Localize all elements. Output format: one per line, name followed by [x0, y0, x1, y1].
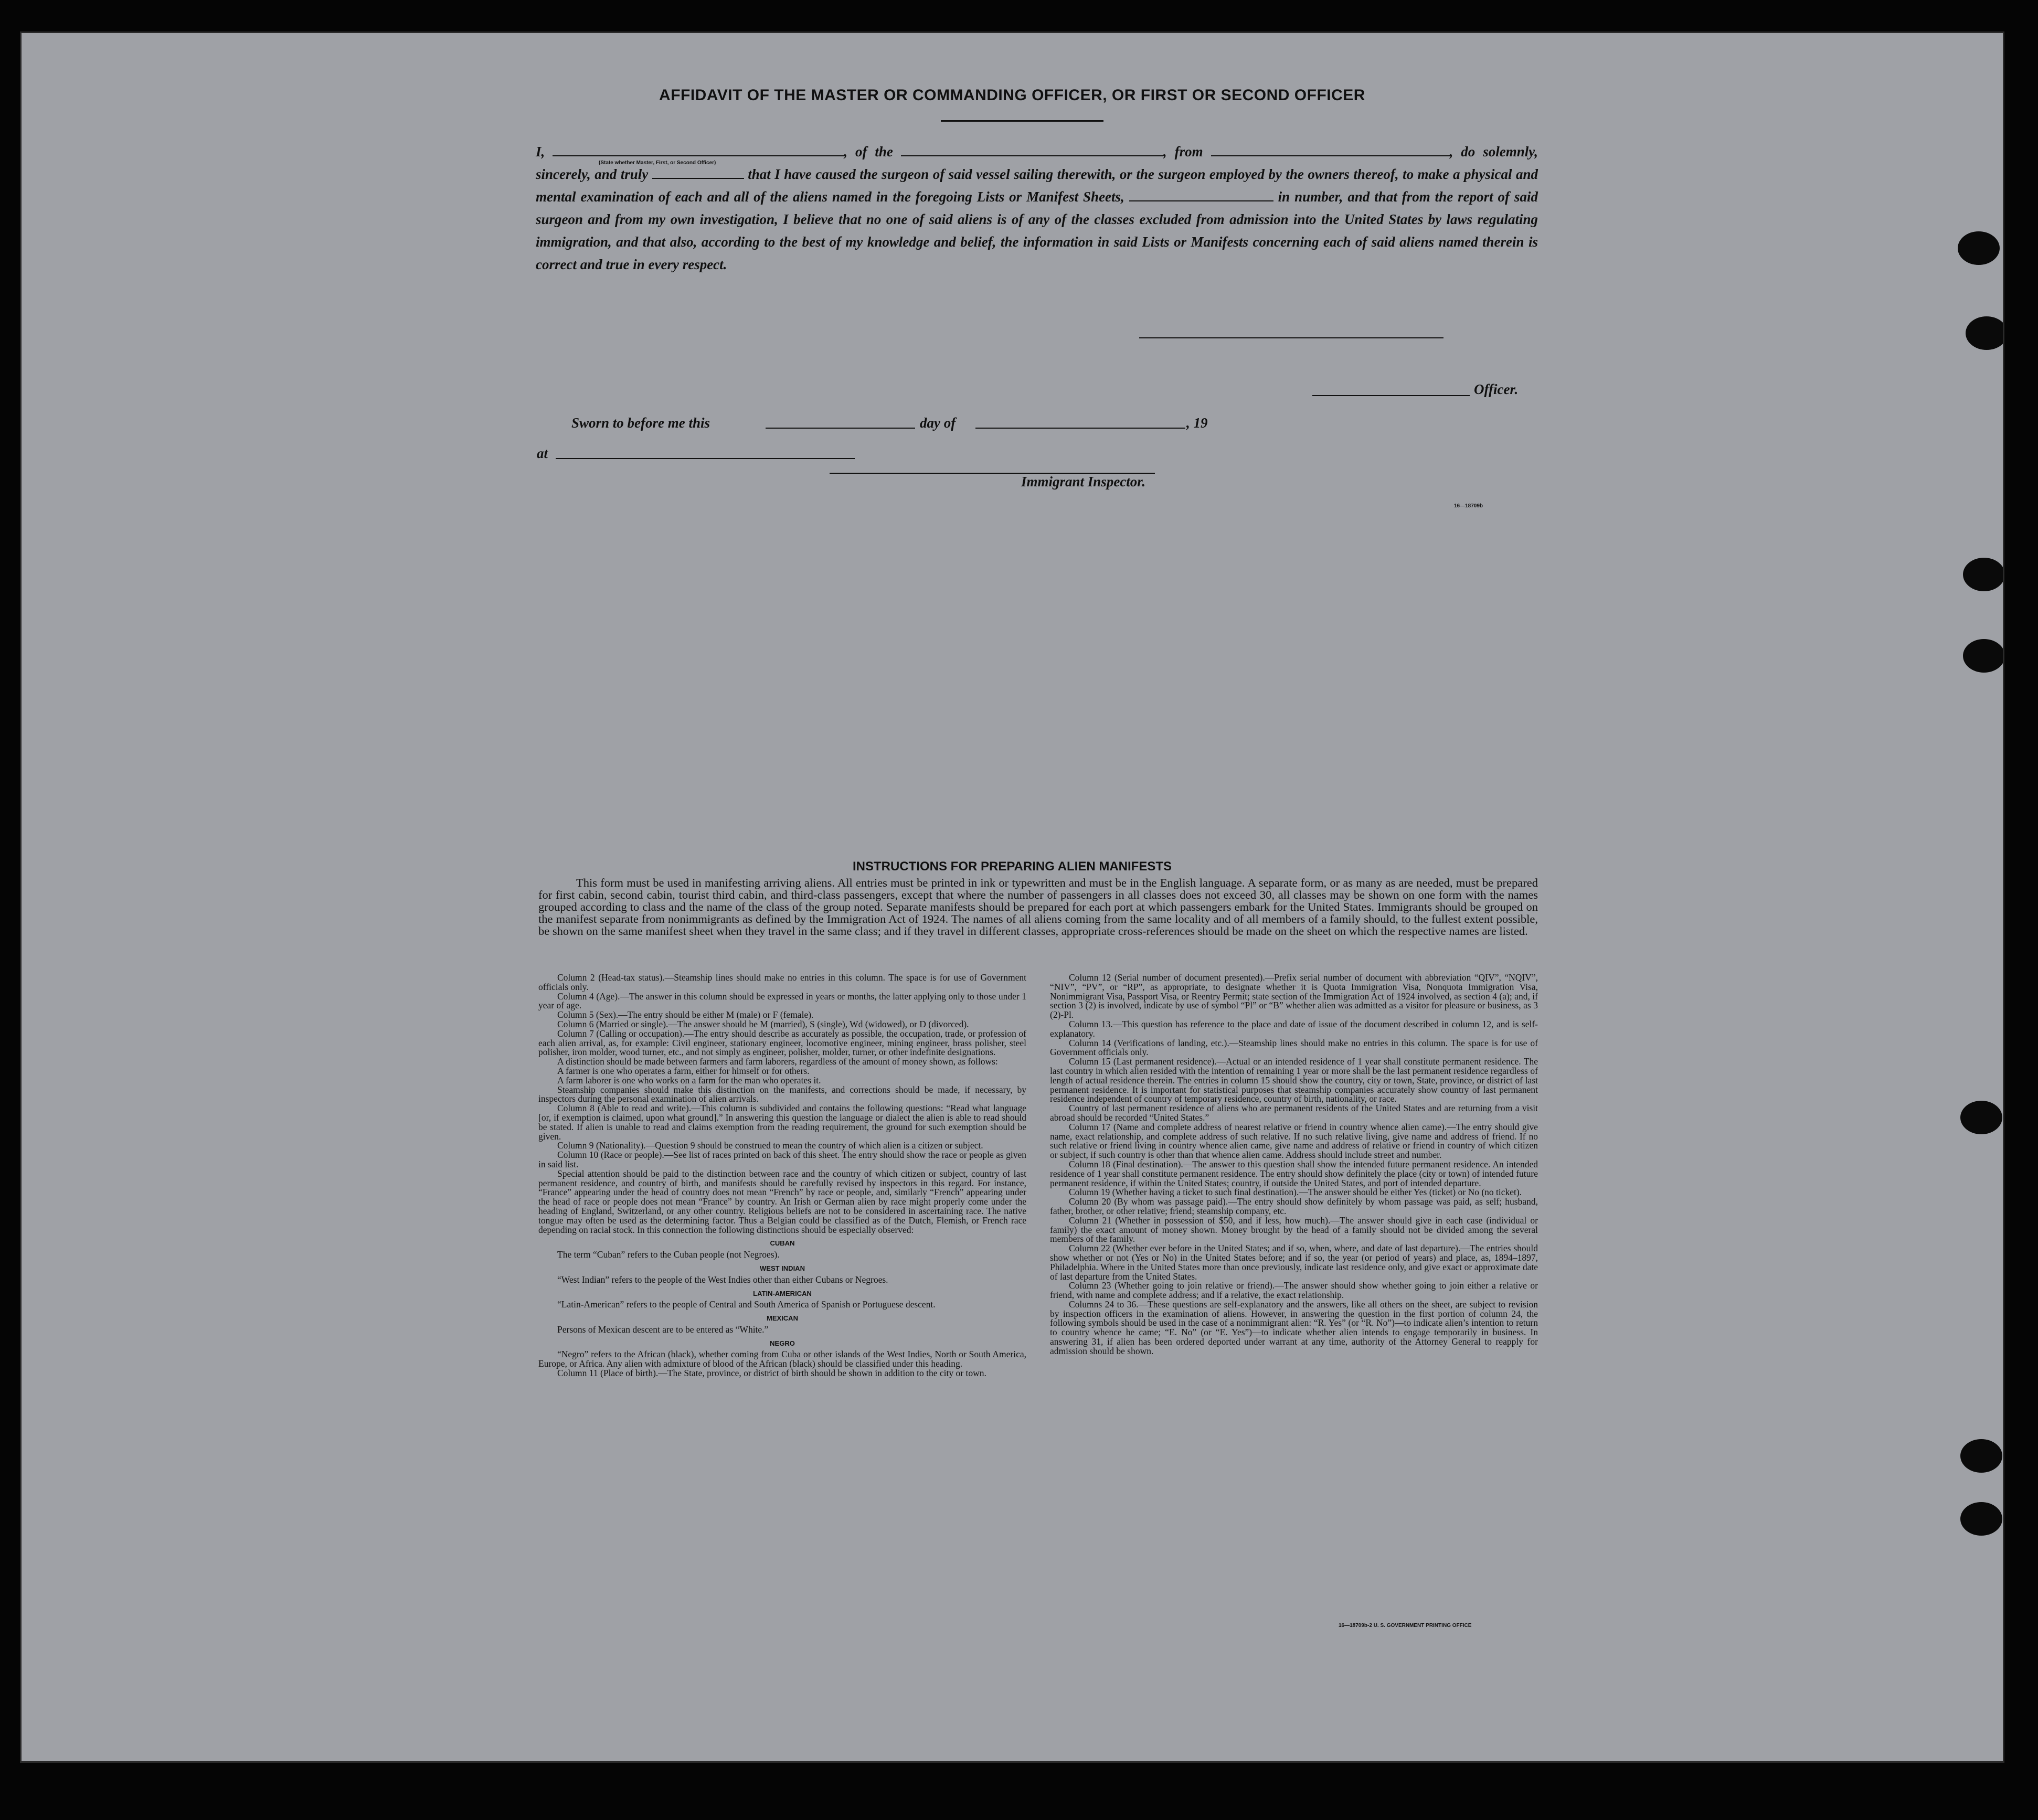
printing-office-footer: 16—18709b-2 U. S. GOVERNMENT PRINTING OFFICE	[1339, 1623, 1472, 1629]
heading-cuban: CUBAN	[770, 1239, 795, 1248]
mexican-text: Persons of Mexican descent are to be entered as “White.”	[557, 1324, 769, 1335]
punch-hole	[1960, 1101, 2002, 1134]
column-21-text: Column 21 (Whether in possession of $50, and if less, how much).—The answer should give in each case (individual or family) the exact amount of money shown. Money brought by the head of a family should not be divided among the several members of the family.	[1050, 1215, 1538, 1244]
latin-american-text: “Latin-American” refers to the people of Central and South America of Spanish or Portuguese descent.	[557, 1299, 936, 1310]
column-4-text: Column 4 (Age).—The answer in this column should be expressed in years or months, the latter applying only to those under 1 year of age.	[538, 991, 1026, 1011]
affidavit-title: AFFIDAVIT OF THE MASTER OR COMMANDING OFFICER, OR FIRST OR SECOND OFFICER	[659, 87, 1365, 104]
number-of-sheets-blank	[1129, 191, 1273, 201]
sworn-day-blank	[766, 428, 915, 429]
columns-24-36-text: Columns 24 to 36.—These questions are self-explanatory and the answers, like all others on the sheet, are subject to revision by inspection officers in the examination of aliens. However, in answering the question in the first portion of column 24, the following symbols should be used in the case of a nonimmigrant alien: “R. Yes” (or “R. No”)—to indicate alien’s intention to return to country whence he came; “E. No” (or “E. Yes”)—to indicate whether alien intends to engage temporarily in business. In answering 31, if alien has been ordered deported under warrant at any time, authority of the Attorney General to reapply for admission should be shown.	[1050, 1299, 1538, 1356]
sworn-month-blank	[975, 428, 1185, 429]
manifest-sheet	[20, 31, 2004, 1763]
column-17-text: Column 17 (Name and complete address of nearest relative or friend in country whence alien came).—The entry should give name, exact relationship, and complete address of such relative. If no such relative living, give name and address of friend. If no such relative or friend living in country whence alien came, give name and address of relative or friend in country of which citizen or subject, if such country is other than that whence alien came. Address should include street and number.	[1050, 1121, 1538, 1161]
punch-hole	[1960, 1502, 2002, 1536]
column-18-text: Column 18 (Final destination).—The answer to this question shall show the intended future permanent residence. An intended residence of 1 year shall constitute permanent residence. The entry should show definitely the place (city or town) of intended future permanent residence, if within the United States; country, if outside the United States, and port of intended departure.	[1050, 1158, 1538, 1188]
instructions-left-column	[538, 973, 1026, 1378]
column-12-text: Column 12 (Serial number of document presented).—Prefix serial number of document with abbreviation “QIV”, “NQIV”, “NIV”, “PV”, or “RP”, as appropriate, to designate whether it is Quota Immigration Visa, Nonquota Immigration Visa, Nonimmigrant Visa, Passport Visa, or Reentry Permit; state section of the Immigration Act of 1924 involved, as section 4 (a); and, if section 3 (2) is involved, indicate by use of symbol “Pl” or “B” whether alien was admitted as a visitor for pleasure or business, as 3 (2)-Pl.	[1050, 972, 1538, 1020]
punch-hole	[1963, 558, 2004, 591]
signature-line-1	[1139, 337, 1443, 338]
column-2-text: Column 2 (Head-tax status).—Steamship lines should make no entries in this column. The space is for use of Government officials only.	[538, 972, 1026, 992]
instructions-title: INSTRUCTIONS FOR PREPARING ALIEN MANIFESTS	[852, 859, 1172, 874]
column-13-text: Column 13.—This question has reference to the place and date of issue of the document described in column 12, and is self-explanatory.	[1050, 1018, 1538, 1039]
at-label: at	[537, 445, 548, 461]
solemnly-blank	[652, 168, 744, 179]
year-label: , 19	[1186, 415, 1208, 431]
punch-hole	[1960, 1439, 2002, 1473]
column-23-text: Column 23 (Whether going to join relative or friend).—The answer should show whether going to join either a relative or friend, with name and complete address; and if a relative, the exact relationship.	[1050, 1280, 1538, 1301]
word-solemnly: solemnly, sincerely, and truly	[536, 144, 1538, 182]
officer-label: Officer.	[1474, 381, 1519, 397]
port-from-blank	[1211, 146, 1450, 156]
punch-hole	[1958, 231, 2000, 265]
instructions-right-column	[1050, 973, 1538, 1356]
column-6-text: Column 6 (Married or single).—The answer should be M (married), S (single), Wd (widowed), or D (divorced).	[557, 1018, 969, 1029]
word-of-the: , of the	[844, 144, 893, 159]
word-do: , do	[1449, 144, 1476, 159]
farm-laborer-definition: A farm laborer is one who works on a farm for the man who operates it.	[557, 1074, 821, 1085]
instructions-intro: This form must be used in manifesting arriving aliens. All entries must be printed in ink or typewritten and must be in the English language. A separate form, or as many as are needed, must be prepared for first cabin, second cabin, tourist third cabin, and third-class passengers, except that where the number of passengers in all classes does not exceed 30, all classes may be shown on one form with the names grouped according to class and the name of the class of the group noted. Separate manifests should be prepared for each port at which passengers embark for the United States. Immigrants should be grouped on the manifest separate from nonimmigrants as defined by the Immigration Act of 1924. The names of all aliens coming from the same locality and of all members of a family should, to the fullest extent possible, be shown on the same manifest sheet when they travel in the same class; and if they travel in different classes, appropriate cross-references should be made on the sheet on which the respective names are listed.	[538, 876, 1538, 938]
title-rule	[941, 120, 1103, 122]
west-indian-text: “West Indian” refers to the people of the West Indies other than either Cubans or Negroes.	[557, 1274, 888, 1285]
race-distinction-text: Special attention should be paid to the distinction between race and the country of which citizen or subject, country of last permanent residence, and country of birth, and manifests should be carefully revised by inspectors in this regard. For instance, “France” appearing under the head of country does not mean “French” by race or people, and, similarly “French” appearing under the head of race or people does not mean “France” by country. An Irish or German alien by race might properly come under the heading of England, Switzerland, or any other country. Religious beliefs are not to be considered in ascertaining race. The native tongue may often be used as the determining factor. Thus a Belgian could be classified as of the Dutch, Flemish, or French race depending on racial stock. In this connection the following distinctions should be especially observed:	[538, 1168, 1026, 1235]
column-9-text: Column 9 (Nationality).—Question 9 should be construed to mean the country of which alien is a citizen or subject.	[557, 1140, 983, 1151]
heading-mexican: MEXICAN	[767, 1314, 798, 1323]
officer-signature-line	[1312, 395, 1470, 396]
column-10-text: Column 10 (Race or people).—See list of races printed on back of this sheet. The entry should show the race or people as given in said list.	[538, 1150, 1026, 1169]
punch-hole	[1966, 316, 2004, 350]
farmer-definition: A farmer is one who operates a farm, either for himself or for others.	[557, 1065, 810, 1076]
cuban-text: The term “Cuban” refers to the Cuban people (not Negroes).	[557, 1249, 780, 1260]
vessel-name-blank	[901, 146, 1163, 156]
word-from: , from	[1163, 144, 1203, 159]
affidavit-text-1: that I have caused the surgeon of said vessel sailing therewith, or the surgeon employed by the owners thereof, to make a physical and mental examination of each and all of the aliens named in the foregoing Lists or Manifest Sheets,	[536, 166, 1538, 205]
column-15-text: Column 15 (Last permanent residence).—Actual or an intended residence of 1 year shall constitute permanent residence. The last country in which alien resided with the intention of remaining 1 year or more shall be the last permanent residence regardless of length of actual residence therein. The entries in column 15 should show the country, city or town, State, province, or district of last permanent residence. It is important for statistical purposes that steamship companies accurately show country of last permanent residence independent of country of temporary residence, country of birth, nationality, or race.	[1050, 1056, 1538, 1104]
officer-rank-blank	[553, 146, 844, 156]
column-20-text: Column 20 (By whom was passage paid).—The entry should show definitely by whom passage was paid, as self; husband, father, brother, or other relative; friend; steamship company, etc.	[1050, 1196, 1538, 1216]
heading-latin-american: LATIN-AMERICAN	[753, 1289, 812, 1297]
heading-west-indian: WEST INDIAN	[760, 1264, 805, 1272]
word-i: I,	[536, 144, 545, 159]
day-of-label: day of	[920, 415, 956, 431]
column-11-text: Column 11 (Place of birth).—The State, province, or district of birth should be shown in addition to the city or town.	[557, 1368, 986, 1379]
heading-negro: NEGRO	[770, 1339, 795, 1347]
punch-hole	[1963, 639, 2004, 673]
column-22-text: Column 22 (Whether ever before in the United States; and if so, when, where, and date of last departure).—The entries should show whether or not (Yes or No) in the United States before; and if so, the year (or period of years) and place, as, 1894–1897, Philadelphia. Where in the United States more than once previously, indicate last residence only, and give exact or approximate date of last departure from the United States.	[1050, 1243, 1538, 1282]
column-19-text: Column 19 (Whether having a ticket to such final destination).—The answer should be either Yes (ticket) or No (no ticket).	[1069, 1187, 1522, 1198]
column-14-text: Column 14 (Verifications of landing, etc.).—Steamship lines should make no entries in this column. The space is for use of Government officials only.	[1050, 1037, 1538, 1058]
inspector-label: Immigrant Inspector.	[1021, 474, 1146, 489]
steamship-corrections: Steamship companies should make this distinction on the manifests, and corrections should be made, if necessary, by inspectors during the personal examination of alien arrivals.	[538, 1084, 1026, 1104]
column-15-returning-text: Country of last permanent residence of aliens who are permanent residents of the United States and are returning from a visit abroad should be recorded “United States.”	[1050, 1103, 1538, 1123]
farmer-distinction: A distinction should be made between farmers and farm laborers, regardless of the amount of money shown, as follows:	[557, 1056, 998, 1067]
column-5-text: Column 5 (Sex).—The entry should be either M (male) or F (female).	[557, 1009, 814, 1020]
column-7-text: Column 7 (Calling or occupation).—The entry should describe as accurately as possible, the occupation, trade, or profession of each alien arrival, as, for example: Civil engineer, stationary engineer, locomotive engineer, mining engineer, brass polisher, steel polisher, iron molder, wood turner, etc., and not simply as engineer, polisher, molder, turner, or other indefinite designations.	[538, 1028, 1026, 1058]
sworn-label: Sworn to before me this	[571, 415, 710, 431]
negro-text: “Negro” refers to the African (black), whether coming from Cuba or other islands of the West Indies, North or South America, Europe, or Africa. Any alien with admixture of blood of the African (black) should be classified under this heading.	[538, 1349, 1026, 1369]
place-blank	[556, 458, 855, 459]
form-number: 16—18709b	[1454, 503, 1483, 509]
column-8-text: Column 8 (Able to read and write).—This column is subdivided and contains the following questions: “Read what language [or, if exemption is claimed, upon what ground].” In answering this question the language or dialect the alien is able to read should be stated. If alien is unable to read and claims exemption from the reading requirement, the ground for such exemption should be given.	[538, 1103, 1026, 1142]
affidavit-text-2: in number, and that from the report of said surgeon and from my own investigation, I believe that no one of said aliens is of any of the classes excluded from admission into the United States by laws regulating immigration, and that also, according to the best of my knowledge and belief, the information in said Lists or Manifests concerning each of said aliens named therein is correct and true in every respect.	[536, 189, 1538, 272]
rank-note: (State whether Master, First, or Second Officer)	[599, 160, 716, 166]
